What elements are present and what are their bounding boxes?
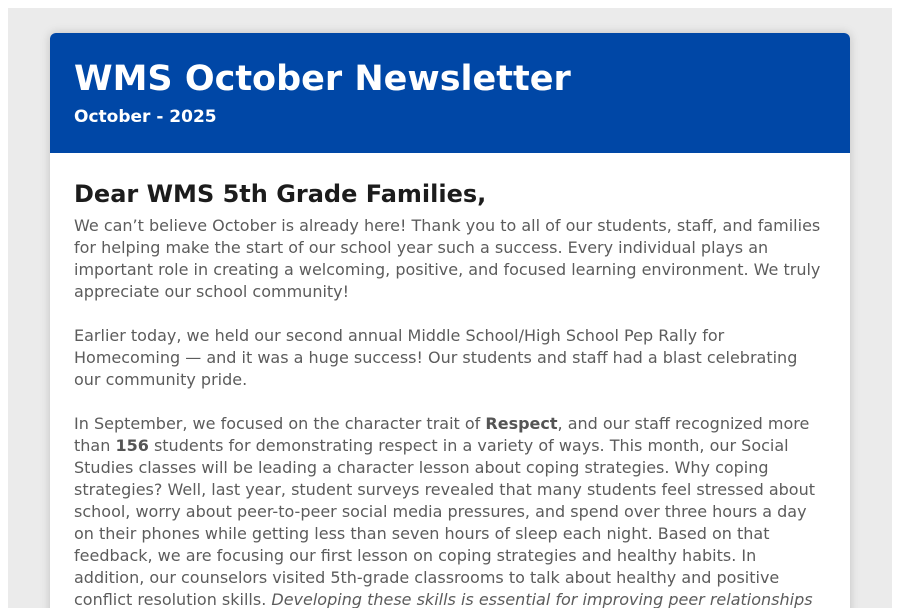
newsletter-title: WMS October Newsletter: [74, 59, 571, 99]
newsletter-header: [50, 33, 850, 153]
intro-paragraph: We can’t believe October is already here! Thank you to all of our students, staff, and families for helping make the start of our school year such a success. Every individual plays an important role in creating a welcoming, positive, and focused learning environment. We truly appreciate our school community!: [74, 216, 826, 301]
newsletter-date: October - 2025: [74, 107, 217, 127]
paragraph-text: , and our staff recognized more than: [74, 414, 815, 455]
paragraph-text: students for demonstrating respect in a variety of ways. This month, our Social Studies classes will be leading a character lesson about coping strategies. Why coping strategies? Well, last year, student surveys revealed that many students feel stressed about school, worry about peer-to-peer social media pressures, and spend over three hours a day on their phones while getting less than seven hours of sleep each night. Based on that feedback, we are focusing our first lesson on coping strategies and healthy habits. In addition, our counselors visited 5th-grade classrooms to talk about healthy and positive conflict resolution skills.: [74, 436, 821, 608]
emphasis-text: Developing these skills is essential for improving peer relationships: [271, 590, 813, 608]
paragraph-text: In September, we focused on the character trait of: [74, 414, 486, 433]
student-count: 156: [115, 436, 149, 455]
greeting-heading: Dear WMS 5th Grade Families,: [74, 180, 487, 208]
page-background: [8, 8, 892, 608]
trait-name: Respect: [485, 414, 558, 433]
character-trait-paragraph: [74, 413, 826, 608]
pep-rally-paragraph: Earlier today, we held our second annual Middle School/High School Pep Rally for Homecoming — and it was a huge success! Our students and staff had a blast celebrating our community pride.: [74, 326, 803, 389]
newsletter-card: [50, 33, 850, 608]
newsletter-body: [50, 153, 850, 608]
